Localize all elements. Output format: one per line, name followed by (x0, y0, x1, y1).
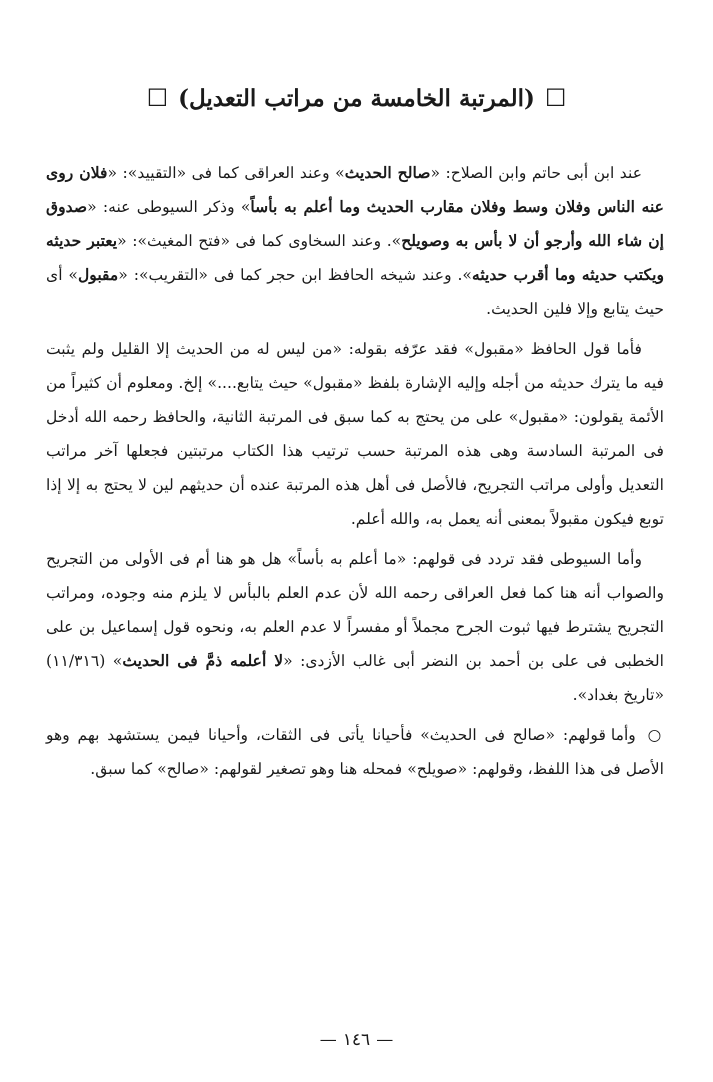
circle-bullet-icon: ○ (647, 726, 665, 744)
text-run: » وعند العراقى كما فى «التقييد»: « (107, 164, 345, 182)
dash-left: — (376, 1030, 394, 1050)
text-run: » (١١/٣١٦) «تاريخ بغداد». (46, 652, 664, 704)
paragraph-1 (46, 156, 664, 326)
bold-term: يعتبر حديثه ويكتب حديثه وما أقرب حديثه (46, 231, 664, 284)
bold-term: مقبول (77, 265, 119, 284)
bold-term: صالح الحديث (344, 163, 431, 182)
bold-term: فلان روى عنه الناس وفلان وسط وفلان مقارب الحديث وما أعلم به بأساً (46, 163, 664, 216)
box-icon: ☐ (544, 84, 567, 112)
bold-term: صدوق إن شاء الله وأرجو أن لا بأس به وصويلح (46, 197, 664, 250)
text-run: عند ابن أبى حاتم وابن الصلاح: « (430, 164, 642, 182)
text-run: ». وعند السخاوى كما فى «فتح المغيث»: « (117, 232, 402, 250)
box-icon: ☐ (146, 84, 169, 112)
body-text (46, 156, 664, 792)
page-number: ١٤٦ (342, 1030, 371, 1050)
paragraph-2: فأما قول الحافظ «مقبول» فقد عرّفه بقوله: «من ليس له من الحديث إلا القليل ولم يثبت فيه ما يترك حديثه من أجله وإليه الإشارة بلفظ «مقبول» حيث يتابع....» إلخ. ومعلوم أن كثيراً من الأئمة يقولون: «مقبول» على من يحتج به كما سبق فى المرتبة الثانية، والحافظ رحمه الله أدخل فى المرتبة السادسة وهى هذه المرتبة حسب ترتيب هذا الكتاب مرتبتين فجعلها آخر مراتب التعديل وأولى مراتب التجريح، فالأصل فى أهل هذه المرتبة عنده أن حديثهم لين لا يحتج به إلا إذا توبع فيكون مقبولاً بمعنى أنه يعمل به، والله أعلم. (46, 340, 664, 528)
text-run: ». وعند شيخه الحافظ ابن حجر كما فى «التقريب»: « (118, 266, 472, 284)
paragraph-4 (46, 718, 664, 786)
section-heading (0, 80, 713, 117)
text-run: » وذكر السيوطى عنه: « (87, 198, 251, 216)
dash-right: — (319, 1030, 337, 1050)
text-run: » أى حيث يتابع وإلا فلين الحديث. (46, 266, 664, 318)
page-footer (0, 1028, 713, 1052)
paragraph-3 (46, 542, 664, 712)
bold-term: لا أعلمه ذمَّ فى الحديث (122, 651, 284, 670)
heading-title: (المرتبة الخامسة من مراتب التعديل) (178, 85, 535, 112)
text-run: وأما السيوطى فقد تردد فى قولهم: «ما أعلم به بأساً» هل هو هنا أم فى الأولى من التجريح والصواب أنه هنا كما فعل العراقى رحمه الله لأن عدم العلم بالبأس لا يلزم منه وجوده، ومراتب التجريح يشترط فيها ثبوت الجرح مجملاً أو مفسراً لا عدم العلم به، ونحوه قول إسماعيل بن على الخطبى فى على بن أحمد بن النضر أبى غالب الأزدى: « (46, 550, 664, 670)
text-run: وأما قولهم: «صالح فى الحديث» فأحيانا يأتى فى الثقات، وأحيانا فيمن يستشهد بهم وهو الأصل فى هذا اللفظ، وقولهم: «صويلح» فمحله هنا وهو تصغير لقولهم: «صالح» كما سبق. (46, 726, 664, 778)
